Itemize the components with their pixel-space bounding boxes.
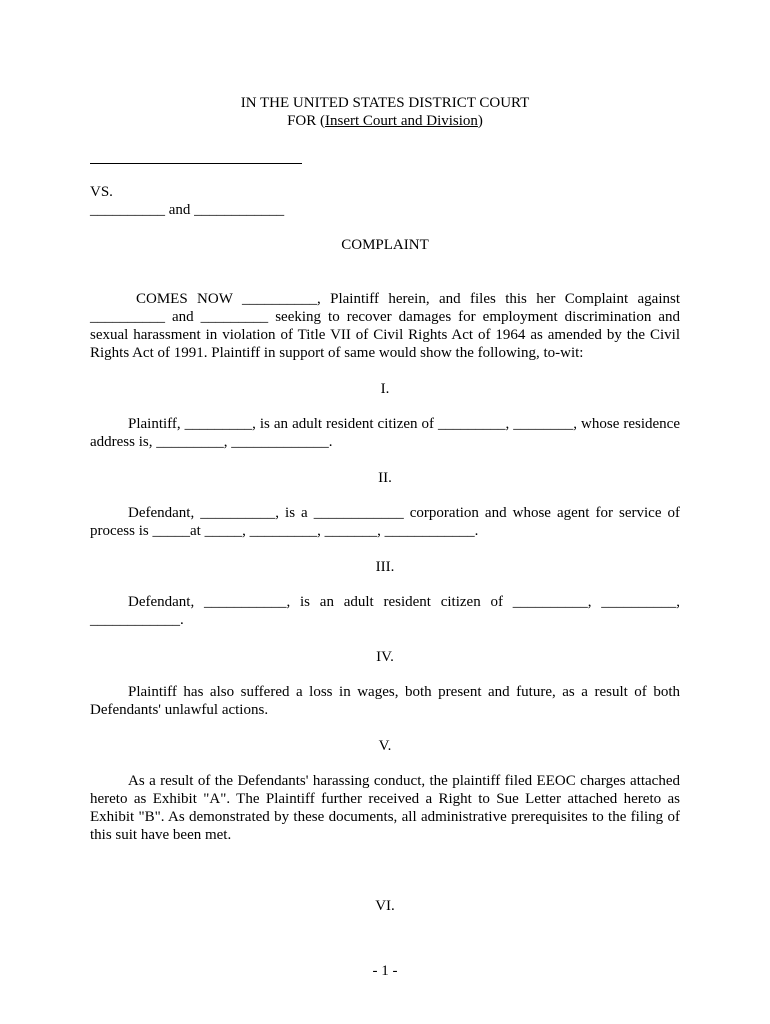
court-for-prefix: FOR (: [287, 113, 326, 129]
section-numeral-1: I.: [380, 381, 390, 397]
court-division-line: [0, 112, 770, 130]
section-numeral-3: III.: [375, 559, 395, 575]
page-number: - 1 -: [372, 963, 398, 979]
court-division-placeholder: Insert Court and Division: [325, 113, 478, 129]
versus-label: VS.: [90, 184, 113, 200]
section-numeral-6: VI.: [375, 898, 395, 914]
section-numeral-4: IV.: [376, 649, 394, 665]
document-title: COMPLAINT: [341, 237, 429, 253]
section-paragraph-5: As a result of the Defendants' harassing conduct, the plaintiff filed EEOC charges attached hereto as Exhibit "A". The Plaintiff further received a Right to Sue Letter attached hereto as Exhibit "B". As demonstrated by these documents, all administrative prerequisites to the filing of this suit have been met.: [90, 773, 680, 843]
court-for-suffix: ): [477, 113, 483, 129]
section-paragraph-1: Plaintiff, _________, is an adult resident citizen of _________, ________, whose residence address is, _________, _____________.: [90, 416, 680, 450]
plaintiff-name-line: [90, 163, 302, 164]
section-numeral-2: II.: [378, 470, 392, 486]
section-paragraph-3: Defendant, ___________, is an adult resident citizen of __________, __________, ____________.: [90, 594, 680, 628]
section-numeral-5: V.: [378, 738, 392, 754]
section-paragraph-2: Defendant, __________, is a ____________ corporation and whose agent for service of process is _____at _____, _________, _______, ____________.: [90, 505, 680, 539]
section-paragraph-4: Plaintiff has also suffered a loss in wages, both present and future, as a result of both Defendants' unlawful actions.: [90, 684, 680, 718]
defendants-caption: __________ and ____________: [90, 202, 285, 218]
intro-paragraph: COMES NOW __________, Plaintiff herein, and files this her Complaint against __________ and _________ seeking to recover damages for employment discrimination and sexual harassment in violation of Title VII of Civil Rights Act of 1964 as amended by the Civil Rights Act of 1991. Plaintiff in support of same would show the following, to-wit:: [90, 291, 680, 361]
court-heading: IN THE UNITED STATES DISTRICT COURT: [240, 95, 530, 111]
